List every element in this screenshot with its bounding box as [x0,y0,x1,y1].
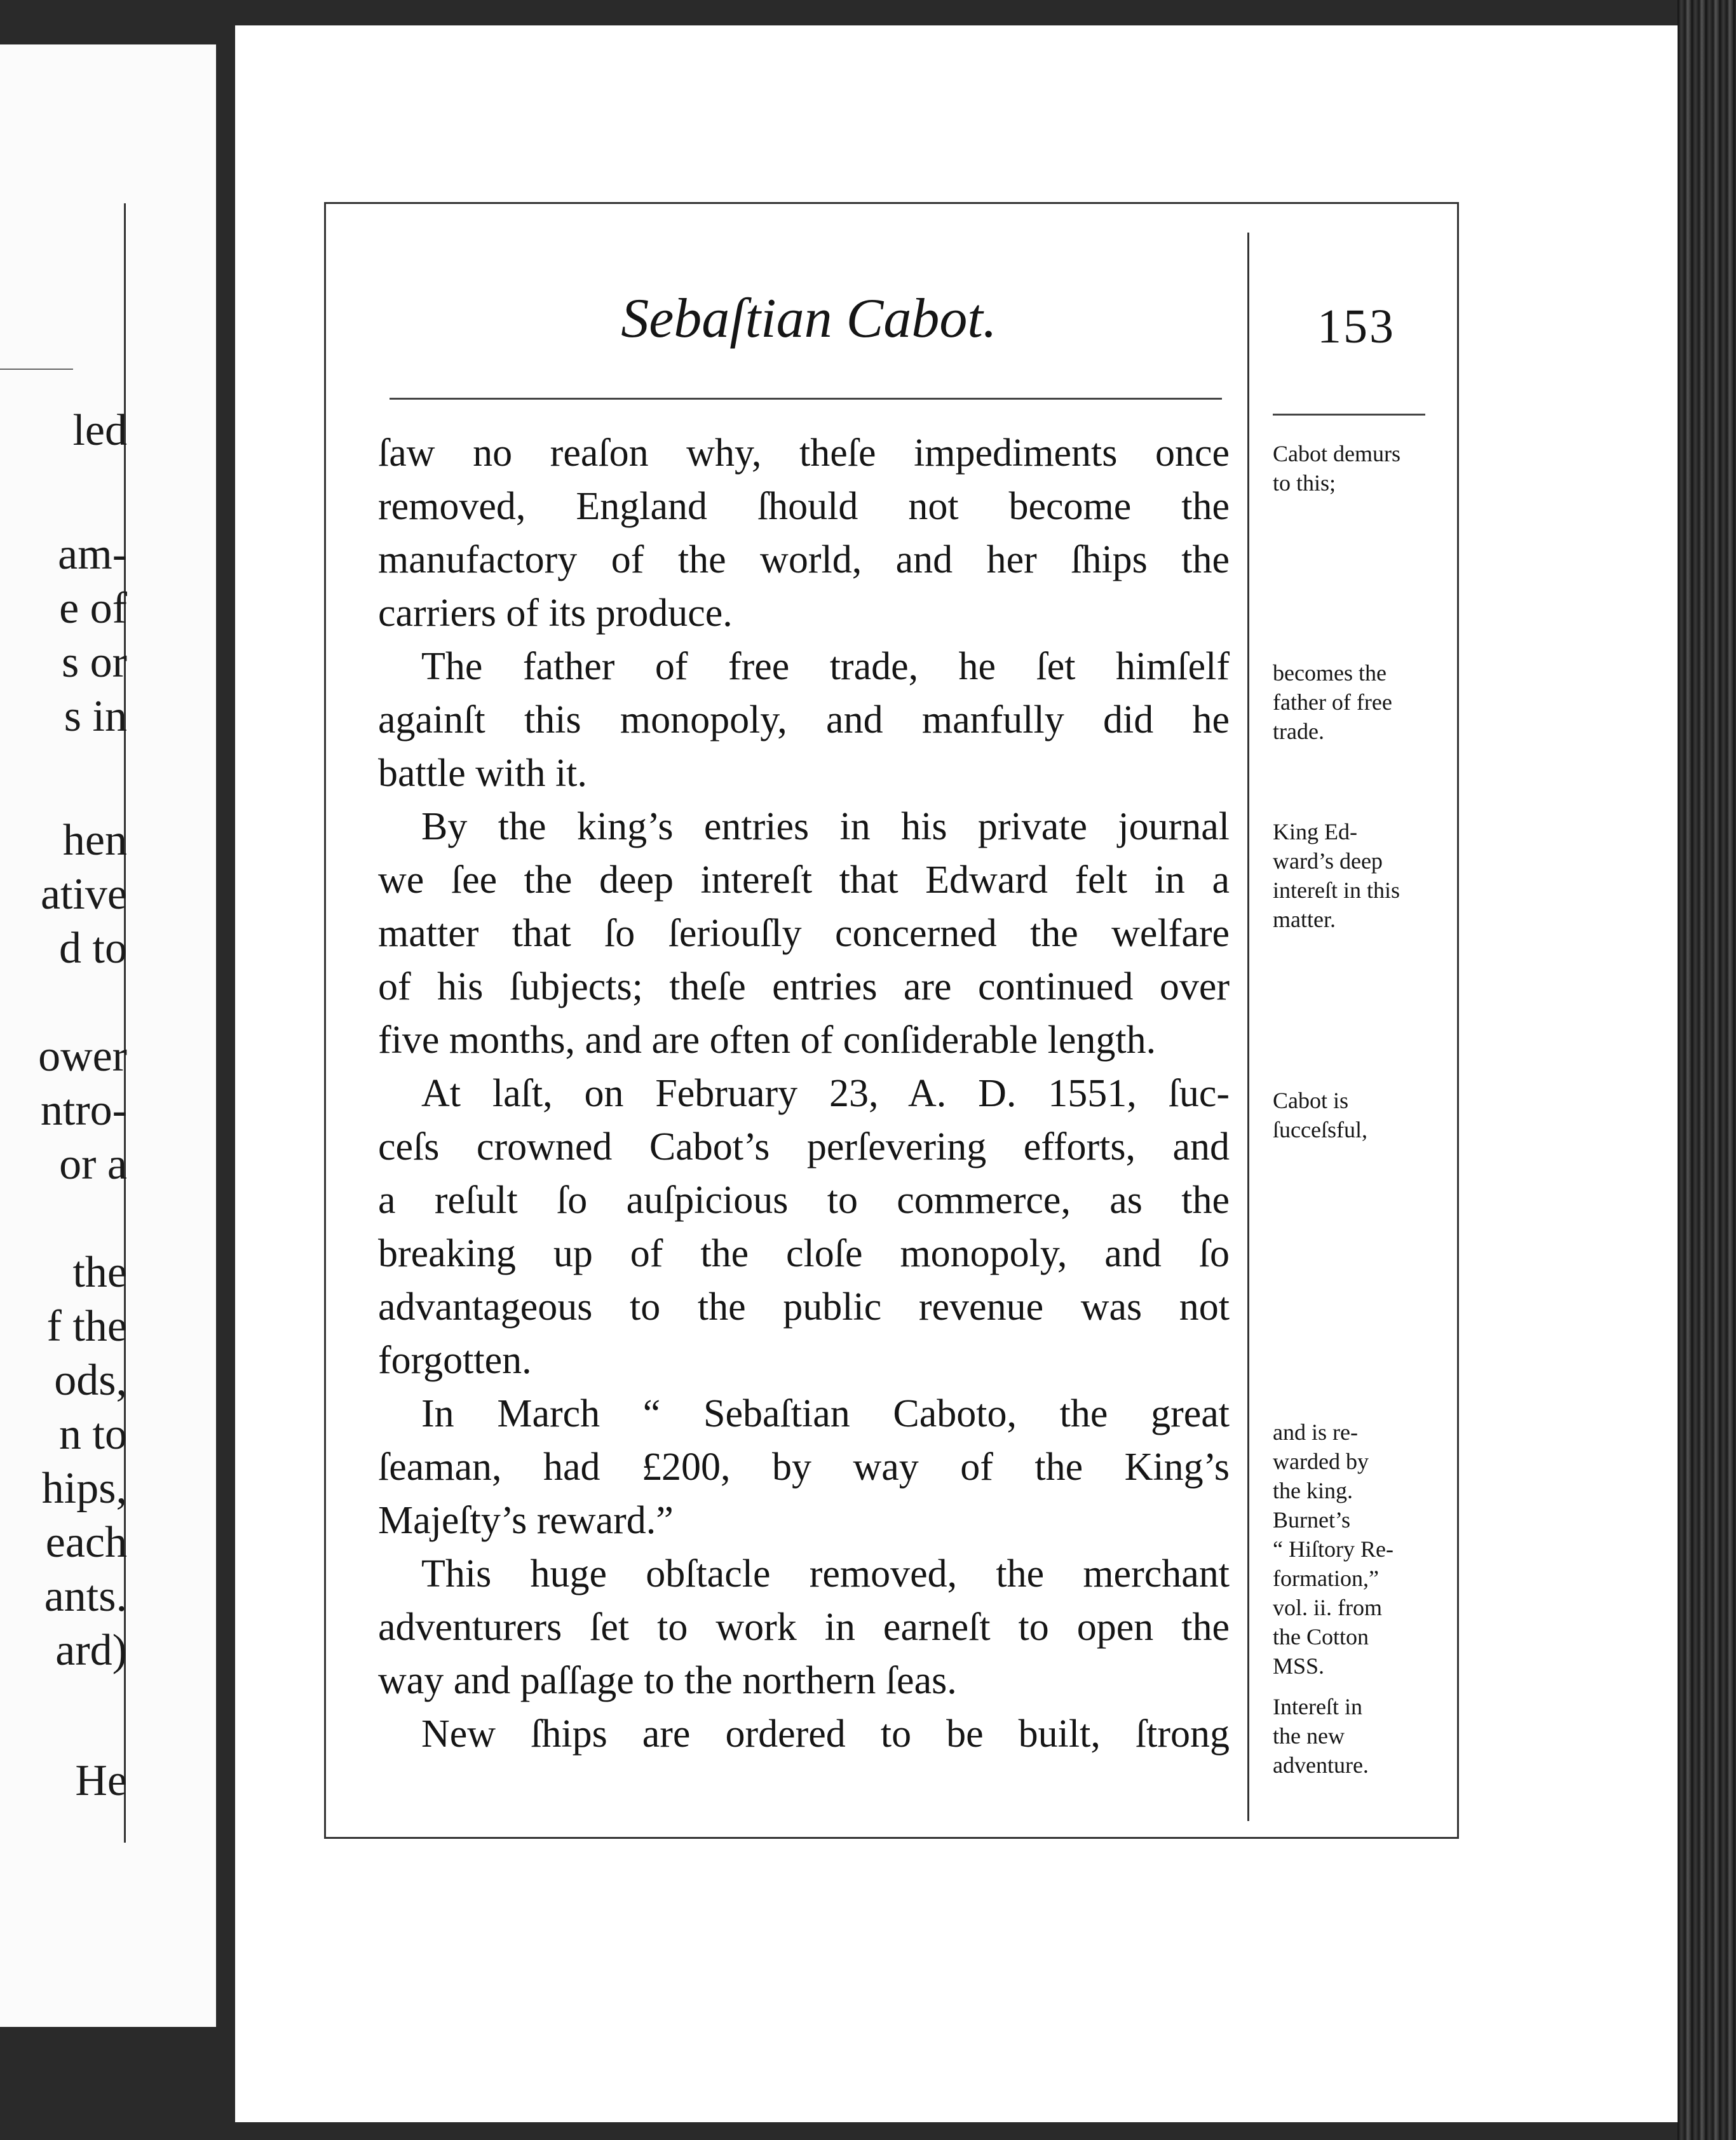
side-note-line: vol. ii. from [1273,1595,1382,1620]
previous-page-text-fragment: e of [59,584,127,633]
header-rule [390,398,1222,400]
previous-page-text-fragment: hen [62,816,127,865]
previous-page-text-fragment: hips, [41,1464,127,1513]
previous-page-text-fragment: led [72,406,127,455]
previous-page-text-fragment: ower [38,1032,127,1081]
body-text-line: manufactory of the world, and her ſhips the [378,538,1230,581]
margin-rule [1273,414,1425,416]
previous-page-text-fragment: ods, [54,1356,127,1405]
page-edges [1678,0,1736,2140]
body-text-line: carriers of its produce. [378,592,733,635]
previous-page-text-fragment: ard) [55,1626,127,1675]
side-note-line: the king. [1273,1478,1353,1503]
previous-page-text-fragment: s or [61,638,127,687]
side-note-line: Intereſt in [1273,1694,1362,1719]
previous-page-text-fragment: ants. [44,1572,127,1621]
previous-page-text-fragment: each [45,1518,127,1567]
side-note-line: and is re- [1273,1419,1358,1445]
body-text-line: battle with it. [378,752,587,795]
body-text-line: of his ſubjects; theſe entries are continued over [378,965,1230,1008]
side-note-line: Cabot demurs [1273,441,1400,466]
body-text-line: way and paſſage to the northern ſeas. [378,1659,957,1702]
side-note-line: Cabot is [1273,1088,1349,1113]
side-note-line: the new [1273,1723,1345,1749]
body-text-line: ſeaman, had £200, by way of the King’s [378,1446,1230,1489]
page-number: 153 [1317,300,1395,353]
side-note-line: to this; [1273,470,1336,496]
previous-page-text-fragment: n to [59,1410,127,1459]
previous-page-text-fragment: am- [58,530,127,579]
body-text-line: againſt this monopoly, and manfully did he [378,698,1230,742]
side-note-line: the Cotton [1273,1624,1369,1649]
body-text-line: This huge obſtacle removed, the merchant [421,1552,1230,1595]
previous-page-text-fragment: ative [40,870,127,919]
previous-page-text-fragment: the [72,1248,127,1297]
body-text-line: we ſee the deep intereſt that Edward felt in a [378,858,1230,902]
side-note-line: “ Hiſtory Re- [1273,1536,1394,1562]
previous-page-text-fragment: f the [46,1302,127,1351]
body-text-line: breaking up of the cloſe monopoly, and ſo [378,1232,1230,1275]
body-text-line: At laſt, on February 23, A. D. 1551, ſuc- [421,1072,1230,1115]
side-note-line: King Ed- [1273,819,1357,844]
side-note-line: becomes the [1273,660,1387,686]
body-text-line: ceſs crowned Cabot’s perſevering efforts, and [378,1125,1230,1168]
body-text-line: matter that ſo ſeriouſly concerned the welfare [378,912,1230,955]
side-note-line: matter. [1273,907,1336,932]
margin-divider [1247,233,1249,1821]
body-text-line: a reſult ſo auſpicious to commerce, as the [378,1179,1230,1222]
side-note-line: ward’s deep [1273,848,1383,874]
side-note-line: warded by [1273,1449,1369,1474]
body-text-line: The father of free trade, he ſet himſelf [421,645,1230,688]
body-text-line: adventurers ſet to work in earneſt to open the [378,1606,1230,1649]
body-text-line: advantageous to the public revenue was not [378,1285,1230,1329]
previous-page-text-fragment: He [75,1756,127,1805]
side-note-line: formation,” [1273,1566,1379,1591]
previous-page [0,44,216,2027]
side-note-line: adventure. [1273,1752,1369,1778]
page-frame [324,202,1459,1839]
side-note-line: intereſt in this [1273,877,1400,903]
body-text-line: New ſhips are ordered to be built, ſtrong [421,1712,1230,1756]
body-text-line: five months, and are often of conſiderable length. [378,1019,1156,1062]
previous-page-text-fragment: or a [59,1140,127,1189]
body-text-line: Majeſty’s reward.” [378,1499,674,1542]
side-note-line: father of free [1273,689,1392,715]
running-title: Sebaſtian Cabot. [621,288,997,349]
previous-page-text-fragment: d to [59,924,127,973]
body-text-line: removed, England ſhould not become the [378,485,1230,528]
previous-page-text-fragment: ntro- [40,1086,127,1135]
previous-page-rule [0,369,73,370]
body-text-line: By the king’s entries in his private journal [421,805,1230,848]
side-note-line: MSS. [1273,1653,1325,1679]
side-note-line: trade. [1273,719,1324,744]
book-page [235,25,1678,2122]
side-note-line: ſucceſsful, [1273,1117,1367,1142]
body-text-line: forgotten. [378,1339,532,1382]
side-note-line: Burnet’s [1273,1507,1350,1533]
body-text-line: In March “ Sebaſtian Caboto, the great [421,1392,1230,1435]
previous-page-text-fragment: s in [64,692,127,741]
body-text-line: ſaw no reaſon why, theſe impediments once [378,431,1230,475]
